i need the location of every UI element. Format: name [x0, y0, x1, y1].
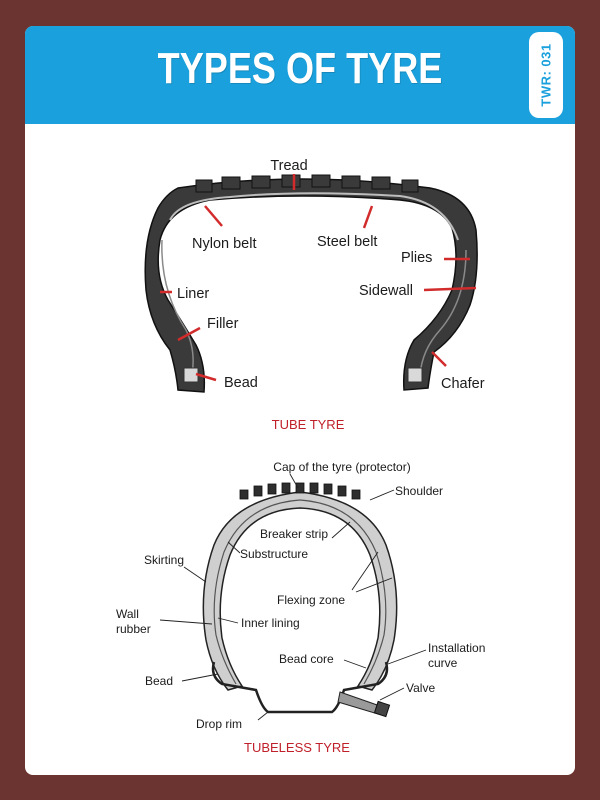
label-bead: Bead — [224, 375, 258, 391]
label-valve: Valve — [406, 681, 436, 695]
pointer-valve — [380, 688, 404, 700]
pointer-bead — [182, 674, 218, 681]
label-tread: Tread — [270, 158, 308, 174]
label-substructure: Substructure — [240, 547, 309, 561]
pointer-drop-rim — [258, 712, 268, 720]
label-chafer: Chafer — [441, 376, 485, 392]
label-shoulder: Shoulder — [395, 484, 444, 498]
label-nylon-belt: Nylon belt — [192, 236, 257, 252]
pointer-skirting — [184, 567, 206, 582]
label-flexing-zone: Flexing zone — [277, 593, 346, 607]
label-filler: Filler — [207, 316, 239, 332]
label-curve: curve — [428, 656, 458, 670]
label-skirting: Skirting — [144, 553, 185, 567]
label-rubber: rubber — [116, 622, 151, 636]
label-bead-tubeless: Bead — [145, 674, 174, 688]
pointer-installation-curve — [388, 650, 426, 664]
pointer-nylon-belt — [205, 206, 222, 226]
tubeless-tyre-figure — [116, 460, 485, 755]
label-breaker-strip: Breaker strip — [260, 527, 329, 541]
label-inner-lining: Inner lining — [241, 616, 300, 630]
caption-tubeless-tyre: TUBELESS TYRE — [244, 740, 350, 755]
label-wall: Wall — [116, 607, 139, 621]
label-plies: Plies — [401, 250, 433, 266]
pointer-steel-belt — [364, 206, 372, 228]
pointer-bead-core — [344, 660, 366, 668]
label-bead-core: Bead core — [279, 652, 334, 666]
caption-tube-tyre: TUBE TYRE — [271, 417, 345, 432]
code-badge-text: TWR: 031 — [538, 43, 554, 107]
tube-tyre-figure — [145, 158, 484, 432]
label-cap: Cap of the tyre (protector) — [273, 460, 411, 474]
pointer-cap — [290, 474, 298, 488]
label-steel-belt: Steel belt — [317, 234, 378, 250]
pointer-breaker-strip — [332, 522, 350, 538]
pointer-chafer — [432, 352, 446, 366]
tube-tyre-bead-core-right — [408, 368, 422, 382]
valve-icon — [338, 692, 390, 717]
label-liner: Liner — [177, 286, 210, 302]
label-installation: Installation — [428, 641, 486, 655]
label-sidewall: Sidewall — [359, 283, 413, 299]
page-title: TYPES OF TYRE — [157, 44, 443, 93]
pointer-shoulder — [370, 490, 394, 500]
label-drop-rim: Drop rim — [196, 717, 243, 731]
